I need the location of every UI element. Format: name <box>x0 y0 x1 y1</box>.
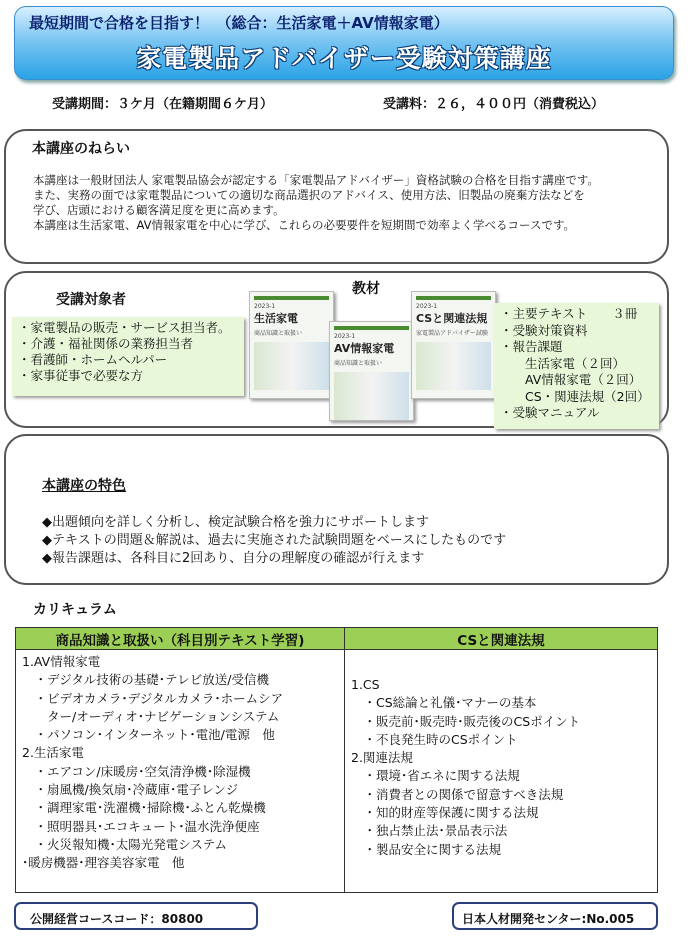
materials-item: ・受験マニュアル <box>500 405 600 420</box>
center-number: 日本人材開発センター:No.005 <box>452 902 658 930</box>
features-section <box>4 434 669 585</box>
materials-item: AV情報家電（２回） <box>500 372 642 387</box>
textbook-cover <box>411 291 496 399</box>
cs-law-list <box>345 650 657 859</box>
curriculum-line: 1.CS <box>351 677 380 692</box>
book-color-bar <box>334 326 409 330</box>
materials-item: ・主要テキスト ３冊 <box>500 306 638 321</box>
book-illustration <box>416 342 491 390</box>
aim-line: また、実務の面では家電製品についての適切な商品選択のアドバイス、使用方法、旧製品の廃棄方法などを <box>33 188 585 202</box>
target-materials-section <box>4 271 669 428</box>
curriculum-line: ・知的財産等保護に関する法規 <box>351 805 539 821</box>
course-code: 公開経営コースコード：80800 <box>14 902 258 930</box>
materials-item: 生活家電（２回） <box>500 355 626 371</box>
book-subtitle: 家電製品アドバイザー試験 <box>416 330 488 337</box>
book-tag: 2023-1 <box>254 303 276 310</box>
curriculum-line: ・消費者との関係で留意すべき法規 <box>351 786 564 802</box>
target-item: ・介護・福祉関係の業務担当者 <box>18 336 194 351</box>
book-subtitle: 商品知識と取扱い <box>254 330 303 337</box>
aim-line: 本講座は生活家電、AV情報家電を中心に学び、これらの必要要件を短期間で効率よく学べるコースです。 <box>33 218 576 232</box>
curriculum-cell <box>345 650 658 893</box>
curriculum-line: ・デジタル技術の基礎･テレビ放送/受信機 <box>22 672 269 688</box>
materials-item: ・受験対策資料 <box>500 322 588 338</box>
page-title: 家電製品アドバイザー受験対策講座 <box>136 44 552 73</box>
materials-list <box>494 303 659 429</box>
target-item: ・家事従事で必要な方 <box>18 368 144 383</box>
course-fee: 受講料：２６，４００円（消費税込） <box>383 97 605 112</box>
curriculum-line: ・パソコン･インターネット･電池/電源 他 <box>22 727 275 743</box>
target-list <box>12 317 244 396</box>
book-color-bar <box>254 296 329 300</box>
book-tag: 2023-1 <box>416 303 438 310</box>
aim-heading: 本講座のねらい <box>32 141 130 157</box>
materials-item: ・報告課題 <box>500 339 563 354</box>
target-item: ・家電製品の販売・サービス担当者。 <box>18 320 231 335</box>
materials-item: CS・関連法規（2回） <box>500 388 650 404</box>
features-list <box>42 514 657 568</box>
curriculum-col-header: CSと関連法規 <box>345 628 658 650</box>
feature-item: ◆出題傾向を詳しく分析し、検定試験合格を強力にサポートします <box>42 515 429 530</box>
curriculum-line: ・販売前･販売時･販売後のCSポイント <box>351 713 581 729</box>
feature-item: ◆報告課題は、各科目に2回あり、自分の理解度の確認が行えます <box>42 551 425 566</box>
curriculum-line: ・不良発生時のCSポイント <box>351 731 518 747</box>
curriculum-col-header: 商品知識と取扱い（科目別テキスト学習) <box>16 628 345 650</box>
course-period: 受講期間：３ケ月（在籍期間６ケ月） <box>52 97 274 112</box>
materials-heading: 教材 <box>352 281 380 297</box>
curriculum-line: ・調理家電･洗濯機･掃除機･ふとん乾燥機 <box>22 800 266 816</box>
curriculum-line: ・エアコン/床暖房･空気清浄機･除湿機 <box>22 763 251 779</box>
textbook-cover <box>249 291 334 399</box>
book-title: CSと関連法規 <box>416 312 488 325</box>
aim-section <box>4 129 669 264</box>
textbook-cover <box>329 321 414 421</box>
aim-line: 学び、店頭における顧客満足度を更に高めます。 <box>33 203 285 217</box>
header-banner <box>14 6 674 80</box>
curriculum-line: ･暖房機器･理容美容家電 他 <box>22 855 185 871</box>
book-subtitle: 商品知識と取扱い <box>334 360 383 367</box>
book-illustration <box>254 342 329 390</box>
curriculum-heading: カリキュラム <box>33 602 117 618</box>
curriculum-line: ・製品安全に関する法規 <box>351 841 502 857</box>
curriculum-line: ・CS総論と礼儀･マナーの基本 <box>351 695 537 711</box>
book-color-bar <box>416 296 491 300</box>
aim-line: 本講座は一般財団法人 家電製品協会が認定する「家電製品アドバイザー」資格試験の合格を目指す講座です。 <box>33 173 599 187</box>
curriculum-line: ・扇風機/換気扇･冷蔵庫･電子レンジ <box>22 782 239 798</box>
book-title: AV情報家電 <box>334 342 395 355</box>
header-subtitle: 最短期間で合格を目指す！ （総合：生活家電＋AV情報家電） <box>29 14 449 32</box>
curriculum-table <box>15 627 658 893</box>
product-knowledge-list <box>16 650 344 876</box>
book-tag: 2023-1 <box>334 333 356 340</box>
curriculum-cell <box>16 650 345 893</box>
book-illustration <box>334 372 409 420</box>
feature-item: ◆テキストの問題＆解説は、過去に実施された試験問題をベースにしたものです <box>42 533 507 548</box>
curriculum-line: ・火災報知機･太陽光発電システム <box>22 836 228 852</box>
curriculum-line: 2.生活家電 <box>22 745 84 761</box>
target-item: ・看護師・ホームヘルパー <box>18 352 168 367</box>
curriculum-line: ・環境･省エネに関する法規 <box>351 768 520 784</box>
curriculum-line: ・ビデオカメラ･デジタルカメラ･ホームシア <box>22 690 284 706</box>
curriculum-line: ・独占禁止法･景品表示法 <box>351 823 508 839</box>
features-heading: 本講座の特色 <box>42 478 126 494</box>
aim-text <box>33 173 663 233</box>
curriculum-line: ・照明器具･エコキュート･温水洗浄便座 <box>22 818 260 834</box>
book-title: 生活家電 <box>254 312 298 325</box>
curriculum-line: 1.AV情報家電 <box>22 654 101 669</box>
curriculum-line: ター/オーディオ･ナビゲーションシステム <box>22 708 280 724</box>
curriculum-line: 2.関連法規 <box>351 750 413 766</box>
target-heading: 受講対象者 <box>56 292 126 308</box>
